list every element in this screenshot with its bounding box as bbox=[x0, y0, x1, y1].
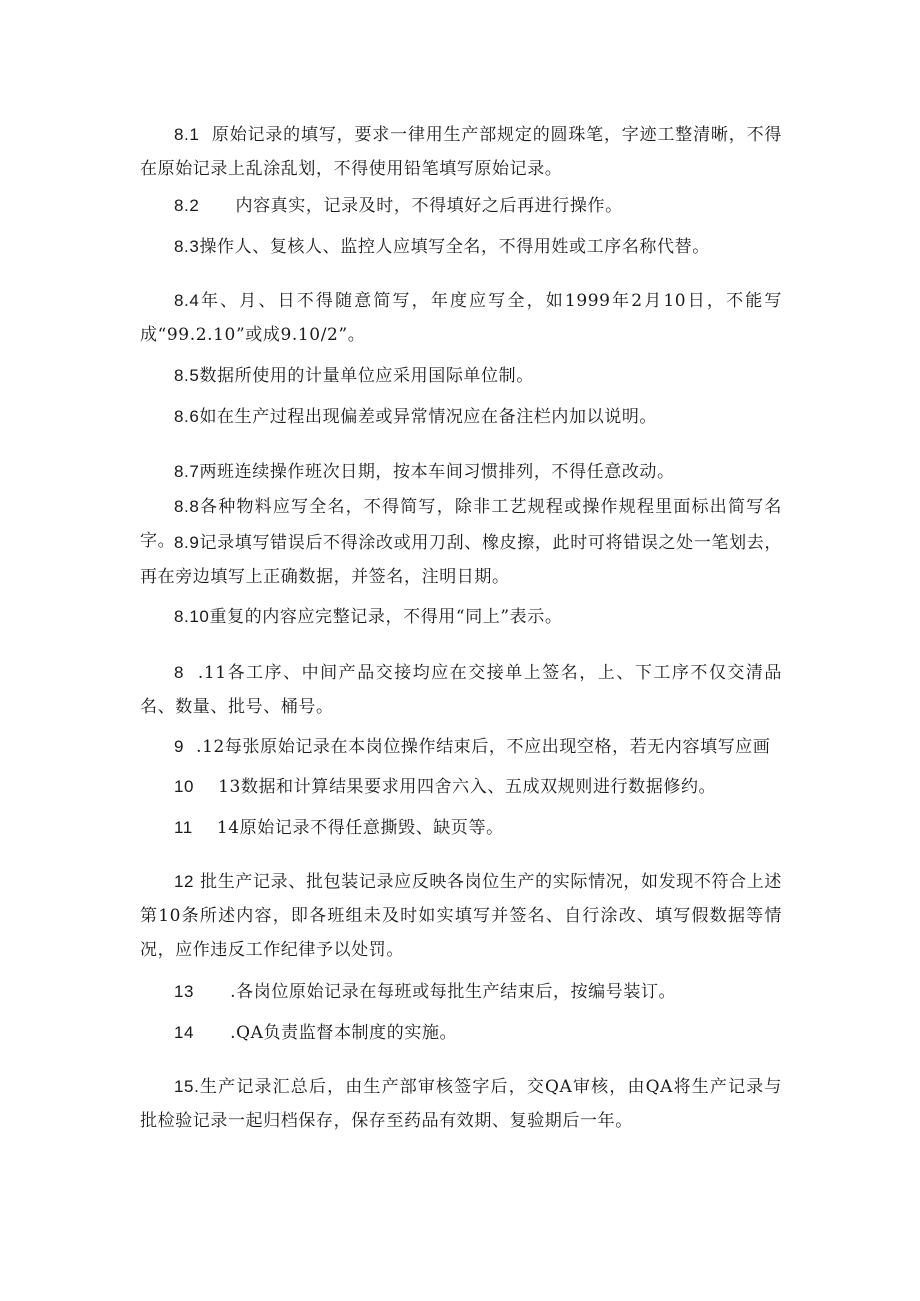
paragraph-text: 批生产记录、批包装记录应反映各岗位生产的实际情况，如发现不符合上述第10条所述内容，即各班组未及时如实填写并签名、自行涂改、填写假数据等情况，应作违反工作纪律予以处罚。 bbox=[140, 872, 782, 960]
paragraph-text: 13数据和计算结果要求用四舍六入、五成双规则进行数据修约。 bbox=[218, 777, 717, 797]
paragraph-number: 8 bbox=[174, 663, 185, 682]
paragraph-8-2 bbox=[140, 189, 782, 223]
paragraph-8-7 bbox=[140, 455, 782, 489]
paragraph-number: 12 bbox=[174, 872, 195, 891]
paragraph-8-4 bbox=[140, 284, 782, 352]
paragraph-text: 重复的内容应完整记录，不得用“同上”表示。 bbox=[209, 607, 563, 627]
paragraph-number: 10 bbox=[174, 777, 195, 796]
paragraph-number: 9 bbox=[174, 737, 185, 756]
paragraph-text: 年、月、日不得随意简写，年度应写全，如1999年2月10日，不能写成“99.2.10”或成9.10/2”。 bbox=[140, 291, 782, 345]
paragraph-13 bbox=[140, 975, 782, 1009]
paragraph-number: 8.4 bbox=[174, 291, 200, 310]
paragraph-text: 生产记录汇总后，由生产部审核签字后，交QA审核，由QA将生产记录与批检验记录一起归档保存，保存至药品有效期、复验期后一年。 bbox=[140, 1077, 782, 1131]
paragraph-number: 11 bbox=[174, 818, 193, 837]
paragraph-text: 两班连续操作班次日期，按本车间习惯排列，不得任意改动。 bbox=[199, 462, 675, 482]
paragraph-11 bbox=[140, 811, 782, 845]
paragraph-number: 8.7 bbox=[174, 462, 200, 481]
paragraph-8-6 bbox=[140, 400, 782, 434]
paragraph-number: 8.10 bbox=[174, 607, 210, 626]
paragraph-8-1 bbox=[140, 118, 782, 186]
paragraph-text: .各岗位原始记录在每班或每批生产结束后，按编号装订。 bbox=[230, 982, 677, 1002]
paragraph-number: 8.9 bbox=[174, 533, 200, 552]
paragraph-number: 8.3 bbox=[174, 237, 200, 256]
paragraph-number: 13 bbox=[174, 982, 195, 1001]
paragraph-12 bbox=[140, 865, 782, 967]
paragraph-text: .12每张原始记录在本岗位操作结束后，不应出现空格，若无内容填写应画 bbox=[196, 737, 771, 757]
paragraph-text: 记录填写错误后不得涂改或用刀刮、橡皮擦，此时可将错误之处一笔划去，再在旁边填写上正确数据，并签名，注明日期。 bbox=[140, 533, 782, 587]
paragraph-text: 原始记录的填写，要求一律用生产部规定的圆珠笔，字迹工整清晰，不得在原始记录上乱涂乱划，不得使用铅笔填写原始记录。 bbox=[140, 125, 782, 179]
paragraph-number: 8.1 bbox=[174, 125, 200, 144]
paragraph-text: 如在生产过程出现偏差或异常情况应在备注栏内加以说明。 bbox=[199, 407, 658, 427]
paragraph-number: 8.5 bbox=[174, 366, 200, 385]
paragraph-8-3 bbox=[140, 230, 782, 264]
paragraph-number: 15. bbox=[174, 1077, 200, 1096]
paragraph-8-5 bbox=[140, 359, 782, 393]
paragraph-text: 各种物料应写全名，不得简写，除非工艺规程或操作规程里面标出简写名字。 bbox=[140, 497, 782, 551]
paragraph-9-12 bbox=[140, 730, 782, 764]
paragraph-number: 8.2 bbox=[174, 196, 200, 215]
paragraph-14 bbox=[140, 1016, 782, 1050]
paragraph-15 bbox=[140, 1070, 782, 1138]
paragraph-number: 8.8 bbox=[174, 497, 200, 516]
paragraph-8-9 bbox=[140, 526, 782, 594]
paragraph-8-11 bbox=[140, 656, 782, 724]
paragraph-text: .QA负责监督本制度的实施。 bbox=[230, 1023, 458, 1043]
paragraph-10 bbox=[140, 770, 782, 804]
paragraph-text: 内容真实，记录及时，不得填好之后再进行操作。 bbox=[235, 196, 623, 216]
paragraph-8-10 bbox=[140, 600, 782, 634]
paragraph-text: .11各工序、中间产品交接均应在交接单上签名，上、下工序不仅交清品名、数量、批号、桶号。 bbox=[140, 663, 782, 717]
paragraph-text: 14原始记录不得任意撕毁、缺页等。 bbox=[216, 818, 504, 838]
paragraph-text: 操作人、复核人、监控人应填写全名，不得用姓或工序名称代替。 bbox=[199, 237, 710, 257]
paragraph-number: 14 bbox=[174, 1023, 195, 1042]
paragraph-number: 8.6 bbox=[174, 407, 200, 426]
paragraph-text: 数据所使用的计量单位应采用国际单位制。 bbox=[199, 366, 534, 386]
